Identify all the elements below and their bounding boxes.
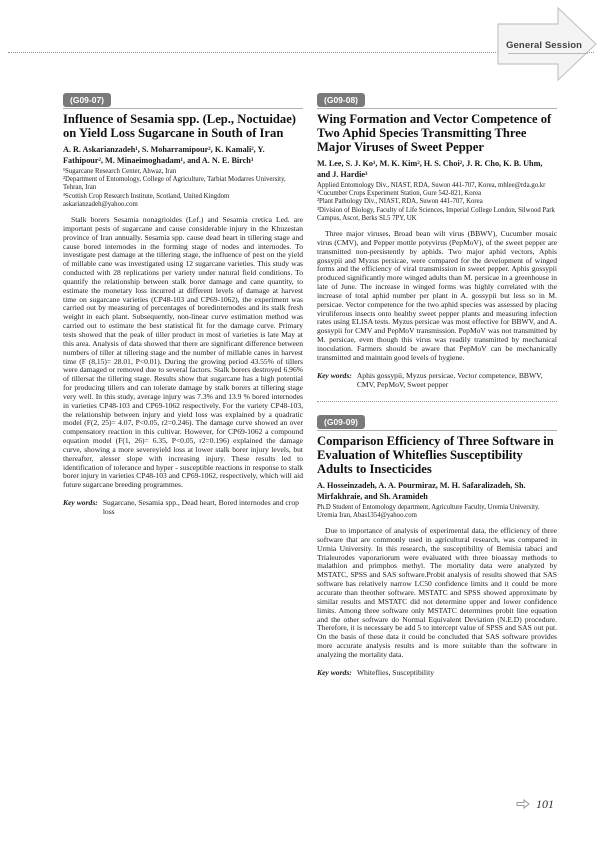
abstract-body: Stalk borers Sesamia nonagrioides (Lef.) and Sesamia cretica Led. are important pests of sugarcane and cause considerable injury in the Khuzestan province of Iran annually. Sesamia spp. cause dead heart in tillering stage and cause bored internodes in the forming stage of nodes and internodes. To investigate pest damage at the tillering stage, the influence of pest on the yield of millable cane was investigated using 12 sugarcane varieties. This study was conducted with 28 replications per variety under natural field conditions. To quantify the relationship between stalk borer damage and cane quantity, to estimate the monetary loss incurred at different levels of damage at harvest time on sugarcane varieties (CP48-103 and CP69-1062), the experiment was carried out by measuring of percentages of boredinternodes and its stalk fresh weight in each plant. Subsequently, non-linear curve estimation method was carried out to estimate the best statistical fit for the damage curve. Primary tests showed that the peak of tiller product in most of varieties is late May at this area. Analysis of data showed that there are significant difference between numbers of tiller at tillering stage and the number of millable canes in harvest time (F (8,15)= 28.01, P<0.01). During the growing period 43.55% of tillers were damaged or removed due to several factors. Stalk borers destroyed 6.96% of tillersat the tillering stage. Results show that sugarcane has a high potential for producing tillers and can tolerate damage by stalk borers at tillering stage very well. In this study, average injury was 7.3% and 13.9 % bored internodes in varieties CP48-103 and CP69-1062 respectively. For the variety CP48-103, the relationship between injury and yield loss was explained by a quadratic model (F(2, 25)= 4.07, P<0.05, r2=0.246). The damage curve showed an over compensatory reaction in this cultivar. However, for CP69-1062 a compound equation model (F(1, 26)= 6.35, P<0.05, r2=0.196) explained the damage curve, showing a more severeyield loss at lower stalk borer injury levels, but thereafter, alesser slope with increasing injury. These results led to identification of tolerance and hyper - susceptible reactions in response to stalk borer injury in varieties CP48-103 and CP69-1062, respectively, which will aid future sugarcane breeding programmes.	[63, 215, 303, 490]
abstract-code-row	[317, 90, 557, 109]
affiliation-email: askarianzadeh@yahoo.com	[63, 200, 138, 208]
keywords-text: Sugarcane, Sesamia spp., Dead heart, Bored internodes and crop loss	[102, 498, 299, 517]
right-column	[317, 90, 557, 677]
page-arrow-icon	[516, 799, 530, 809]
affiliations	[317, 182, 557, 223]
keywords-label: Key words:	[317, 667, 352, 677]
keywords-text: Whiteflies, Susceptibility	[356, 667, 435, 677]
keywords-row	[317, 371, 557, 389]
abstract-code-badge: (G09-08)	[317, 93, 365, 107]
abstract-body: Three major viruses, Broad bean wilt virus (BBWV), Cucumber mosaic virus (CMV), and Pepper mottle potyvirus (PepMoV), of the sweet pepper are transmitted non-persistently by aphids. Two major aphid vectors, Aphis gossypii and Myzus persicae, were compared for the development of winged forms and the efficiency of viral transmission in sweet pepper. Aphis gossypii produced significantly more winged adults than M. persicae in a greenhouse in late of June. The increase in winged forms was highly correlated with the increase of total aphid number per plant in A. gossypii but less so in M. persicae. Vector competence for the two aphid species was assessed by placing viruliferous insects onto healthy sweet pepper plants and measuring infection rates using ELISA tests. Myzus persicae was most effective for BBWV, and A. gossypii for CMV and PepMoV transmission. PepMoV was not transmitted by M. persicae, even though this virus was readily transmitted by mechanical inoculation. Farmers should be aware that PepMoV can be mechanically transmitted and maintain good levels of hygiene.	[317, 229, 557, 362]
affiliation-line: ²Plant Pathology Div., NIAST, RDA, Suwon 441-707, Korea	[317, 198, 483, 206]
abstract-authors: A. Hosseinzadeh, A. A. Pourmiraz, M. H. Safaralizadeh, Sh. Mirfakhraie, and Sh. Aramideh	[317, 480, 526, 501]
affiliations	[317, 504, 557, 520]
abstract-title: Wing Formation and Vector Competence of Two Aphid Species Transmitting Three Major Viruses of Sweet Pepper	[317, 112, 552, 154]
affiliation-line: ³Division of Biology, Faculty of Life Sciences, Imperial College London, Silwood Park Campus, Ascot, Berks SL5 7PY, UK	[317, 206, 555, 222]
keywords-row	[317, 668, 557, 677]
affiliation-line: ¹Cucumber Crops Experiment Station, Gure 542-821, Korea	[317, 190, 481, 198]
abstract-body: Due to importance of analysis of experimental data, the efficiency of three software that are commonly used in agricultural research, was compared in Urmia University. In this research, the susceptibility of Bemisia tabaci and Trialeurodes vaporariorum were evaluated with three bioassay methods to malathion and primphos methyl. The mortality data were analyzed by MSTATC, SPSS and SAS software.Probit analysis of results showed that SAS software has relatively narrow LC50 confidence limits and it could be more accurate than theother software. MSTATC and SPSS showed approximate by similar results and MSTATC did not determine upper and lower confidence limits. Among three software only MSTATC determines probit line equation and the other software do Normal Equivalent Deviation (N.E.D) procedure. Therefore, it is necessary be add 5 to intercept value of SPSS and SAS out put. On the basis of these data it could be concluded that SAS software provides more accurate analysis results and is more suitable than the software in analyzing the mortality data.	[317, 526, 557, 659]
keywords-text: Aphis gossypii, Myzus persicae, Vector competence, BBWV, CMV, PepMoV, Sweet pepper	[356, 370, 543, 389]
session-label: General Session	[506, 40, 582, 51]
session-underline	[508, 53, 588, 54]
keywords-label: Key words:	[63, 498, 98, 508]
page-number: 101	[536, 797, 554, 811]
keywords-label: Key words:	[317, 370, 352, 380]
affiliation-line: ²Department of Entomology, College of Agriculture, Tarbiat Modarres University, Tehran, Iran	[63, 176, 286, 192]
affiliation-line: ¹Sugarcane Research Center, Ahwaz, Iran	[63, 168, 177, 175]
left-column	[63, 90, 303, 516]
affiliations	[63, 168, 303, 209]
affiliation-line: Applied Entomology Div., NIAST, RDA, Suwon 441-707, Korea, mhlee@rda.go.kr	[317, 182, 546, 189]
abstract-code-row	[317, 412, 557, 431]
abstract-code-badge: (G09-07)	[63, 93, 111, 107]
abstract-authors: M. Lee, S. J. Ko¹, M. K. Kim², H. S. Choi², J. R. Cho, K. B. Uhm, and J. Hardie³	[317, 159, 543, 179]
abstract-title: Comparison Efficiency of Three Software in Evaluation of Whiteflies Susceptibility Adults to Insecticides	[317, 433, 554, 476]
affiliation-line: Ph.D Student of Entomology department, Agriculture Faculty, Uremia University. Uremia Iran, Abas1354@yahoo.com	[317, 503, 540, 519]
abstract-code-badge: (G09-09)	[317, 415, 365, 429]
abstract-authors: A. R. Askarianzadeh¹, S. Moharramipour², K. Kamali², Y. Fathipour², M. Minaeimoghadam¹, and A. N. E. Birch³	[63, 145, 265, 165]
affiliation-line: ³Scottish Crop Research Institute, Scotland, United Kingdom	[63, 192, 230, 200]
section-divider	[317, 401, 557, 402]
abstract-title: Influence of Sesamia spp. (Lep., Noctuidae) on Yield Loss Sugarcane in South of Iran	[63, 112, 296, 140]
keywords-row	[63, 498, 303, 516]
abstract-code-row	[63, 90, 303, 109]
